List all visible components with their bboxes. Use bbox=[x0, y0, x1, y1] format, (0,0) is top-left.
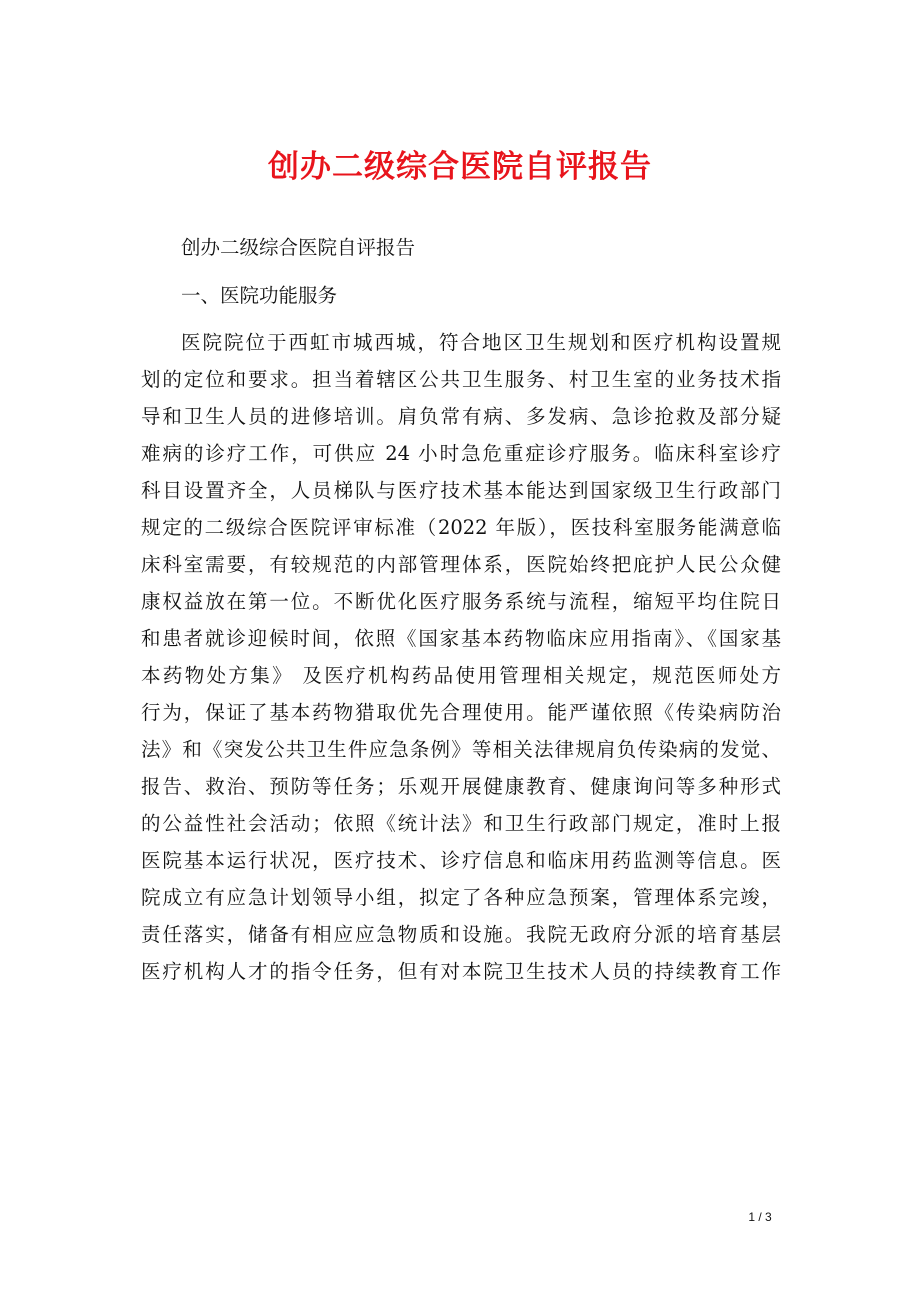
section-heading: 一、医院功能服务 bbox=[181, 284, 338, 307]
paragraph-line: 医院院位于西虹市城西城，符合地区卫生规划和医疗机构设置规 bbox=[181, 331, 781, 354]
paragraph-line: 医疗机构人才的指令任务，但有对本院卫生技术人员的持续教育工作 bbox=[141, 960, 781, 983]
body-paragraph bbox=[141, 324, 781, 990]
paragraph-line: 责任落实，储备有相应应急物质和设施。我院无政府分派的培育基层 bbox=[141, 923, 781, 946]
paragraph-line: 法》和《突发公共卫生件应急条例》等相关法律规肩负传染病的发觉、 bbox=[141, 738, 781, 761]
paragraph-line: 导和卫生人员的进修培训。肩负常有病、多发病、急诊抢救及部分疑 bbox=[141, 405, 781, 428]
paragraph-line: 科目设置齐全，人员梯队与医疗技术基本能达到国家级卫生行政部门 bbox=[141, 479, 781, 502]
paragraph-line: 康权益放在第一位。不断优化医疗服务系统与流程，缩短平均住院日 bbox=[141, 590, 781, 613]
paragraph-line: 行为，保证了基本药物猎取优先合理使用。能严谨依照《传染病防治 bbox=[141, 701, 781, 724]
paragraph-line: 的公益性社会活动；依照《统计法》和卫生行政部门规定，准时上报 bbox=[141, 812, 781, 835]
paragraph-line: 医院基本运行状况，医疗技术、诊疗信息和临床用药监测等信息。医 bbox=[141, 849, 781, 872]
document-subtitle: 创办二级综合医院自评报告 bbox=[181, 236, 416, 259]
paragraph-line: 报告、救治、预防等任务；乐观开展健康教育、健康询问等多种形式 bbox=[141, 775, 781, 798]
document-title: 创办二级综合医院自评报告 bbox=[268, 149, 652, 185]
paragraph-line: 床科室需要，有较规范的内部管理体系，医院始终把庇护人民公众健 bbox=[141, 553, 781, 576]
paragraph-line: 规定的二级综合医院评审标准（2022 年版），医技科室服务能满意临 bbox=[141, 516, 781, 539]
paragraph-line: 院成立有应急计划领导小组，拟定了各种应急预案，管理体系完竣， bbox=[141, 886, 781, 909]
paragraph-line: 和患者就诊迎候时间，依照《国家基本药物临床应用指南》、《国家基 bbox=[141, 627, 781, 650]
paragraph-line: 划的定位和要求。担当着辖区公共卫生服务、村卫生室的业务技术指 bbox=[141, 368, 781, 391]
paragraph-line: 本药物处方集》 及医疗机构药品使用管理相关规定，规范医师处方 bbox=[141, 664, 781, 687]
page-number: 1 / 3 bbox=[748, 1210, 772, 1224]
paragraph-line: 难病的诊疗工作，可供应 24 小时急危重症诊疗服务。临床科室诊疗 bbox=[141, 442, 781, 465]
